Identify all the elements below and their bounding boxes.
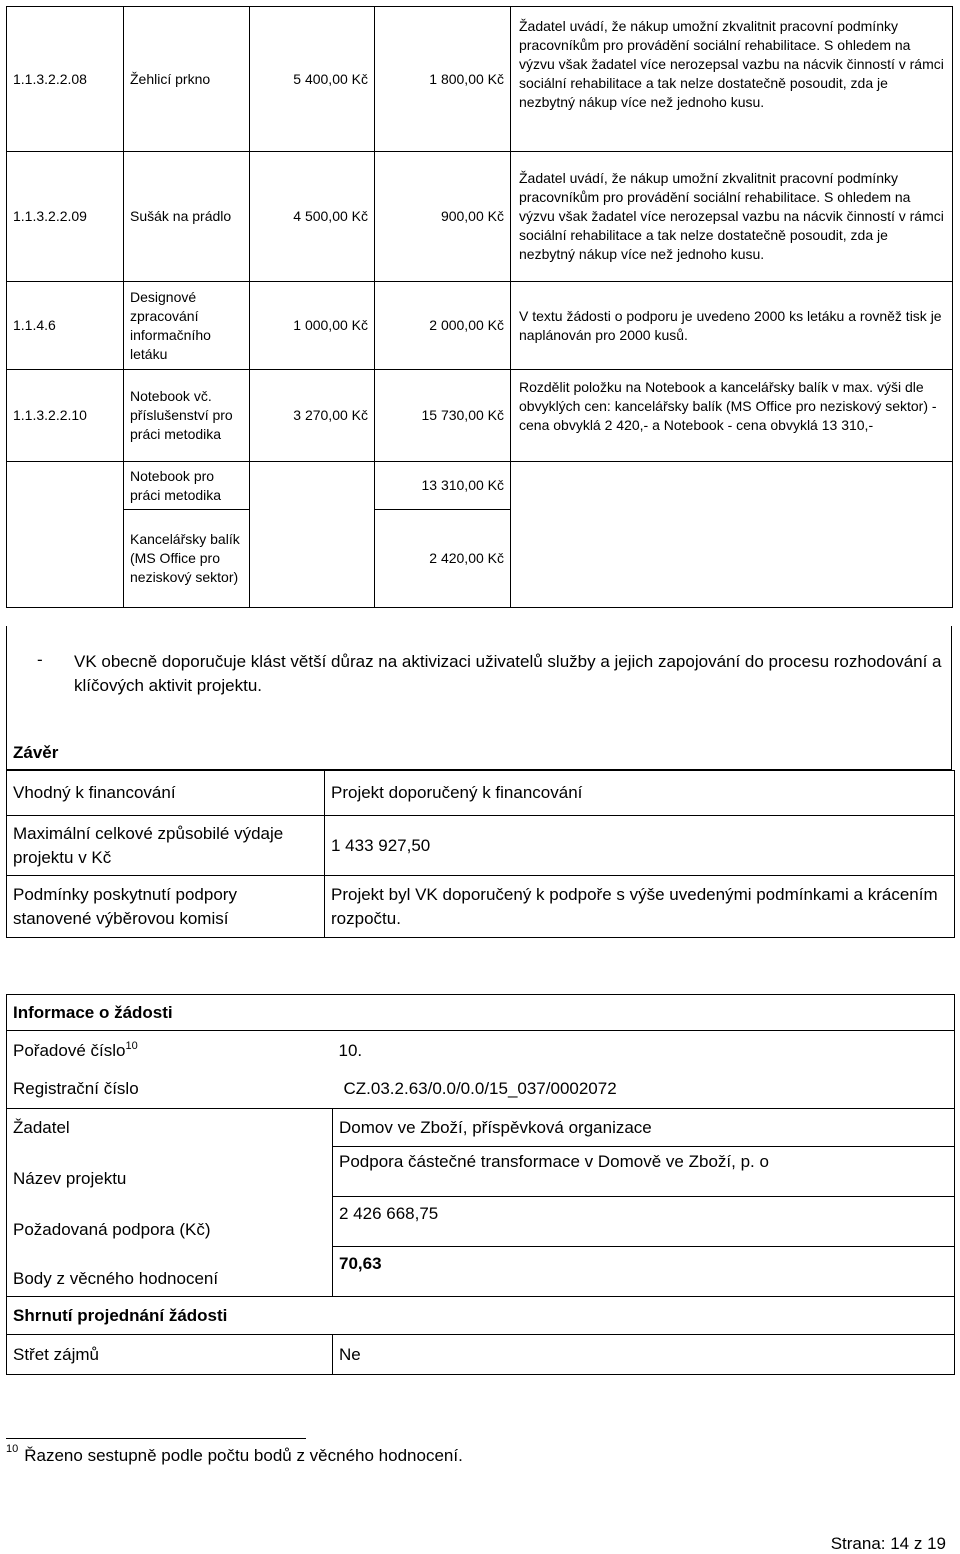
empty-cell	[7, 510, 124, 608]
applicant-label: Žadatel	[7, 1109, 333, 1147]
unit-price: 3 270,00 Kč	[250, 370, 375, 462]
footnote-separator	[6, 1438, 306, 1439]
unit-price: 4 500,00 Kč	[250, 152, 375, 282]
footnote-text: Řazeno sestupně podle počtu bodů z věcného hodnocení.	[24, 1446, 463, 1465]
budget-table	[6, 6, 953, 608]
sub-item-name: Kancelářsky balík (MS Office pro neziskový sektor)	[124, 510, 250, 608]
sub-item-total: 2 420,00 Kč	[375, 510, 511, 608]
unit-price: 5 400,00 Kč	[250, 7, 375, 152]
total-price: 1 800,00 Kč	[375, 7, 511, 152]
item-name: Designové zpracování informačního letáku	[124, 282, 250, 370]
table-row	[7, 995, 955, 1031]
empty-cell	[511, 510, 953, 608]
table-row	[7, 771, 955, 816]
conclusion-heading: Závěr	[13, 743, 59, 762]
conflict-label: Střet zájmů	[7, 1335, 333, 1375]
score-value: 70,63	[333, 1247, 955, 1297]
order-label: Pořadové číslo	[13, 1040, 126, 1060]
total-price: 2 000,00 Kč	[375, 282, 511, 370]
table-row	[7, 510, 953, 608]
empty-cell	[7, 462, 124, 510]
table-row	[7, 1297, 955, 1335]
conclusion-label: Podmínky poskytnutí podpory stanovené výběrovou komisí	[7, 876, 325, 938]
footnote-ref: 10	[125, 1039, 138, 1052]
conclusion-table	[6, 770, 955, 938]
table-row	[7, 1031, 955, 1071]
item-code: 1.1.3.2.2.09	[7, 152, 124, 282]
footnote-number: 10	[6, 1443, 19, 1455]
table-row	[7, 816, 955, 876]
conclusion-value: Projekt byl VK doporučený k podpoře s výše uvedenými podmínkami a krácením rozpočtu.	[325, 876, 955, 938]
empty-cell	[250, 462, 375, 510]
table-row	[7, 876, 955, 938]
bullet-dash: -	[37, 650, 43, 669]
item-code: 1.1.3.2.2.08	[7, 7, 124, 152]
table-row	[7, 1335, 955, 1375]
table-row	[7, 282, 953, 370]
footnote	[6, 1444, 463, 1468]
unit-price: 1 000,00 Kč	[250, 282, 375, 370]
project-label: Název projektu	[7, 1147, 333, 1197]
table-row	[7, 370, 953, 462]
table-row	[7, 1197, 955, 1247]
table-row	[7, 1071, 955, 1109]
conclusion-heading-box	[6, 730, 952, 770]
summary-heading: Shrnutí projednání žádosti	[7, 1297, 955, 1335]
reg-label: Registrační číslo	[7, 1071, 333, 1109]
score-label: Body z věcného hodnocení	[7, 1247, 333, 1297]
total-price: 900,00 Kč	[375, 152, 511, 282]
table-row	[7, 152, 953, 282]
item-code: 1.1.4.6	[7, 282, 124, 370]
empty-cell	[250, 510, 375, 608]
item-note: Žadatel uvádí, že nákup umožní zkvalitnit pracovní podmínky pracovníkům pro provádění sociální rehabilitace. S ohledem na výzvu však žadatel více nerozepsal vazbu na nácvik činností v rámci sociální rehabilitace a tak nelze dostatečně posoudit, zda je nezbytný nákup více než jednoho kusu.	[511, 7, 953, 152]
table-row	[7, 1147, 955, 1197]
item-name: Sušák na prádlo	[124, 152, 250, 282]
support-value: 2 426 668,75	[333, 1197, 955, 1247]
empty-cell	[511, 462, 953, 510]
vk-text: VK obecně doporučuje klást větší důraz na aktivizaci uživatelů služby a jejich zapojování do procesu rozhodování a klíčových aktivit projektu.	[74, 652, 942, 695]
conclusion-value: 1 433 927,50	[325, 816, 955, 876]
item-code: 1.1.3.2.2.10	[7, 370, 124, 462]
project-value: Podpora částečné transformace v Domově ve Zboží, p. o	[333, 1147, 955, 1197]
reg-value: CZ.03.2.63/0.0/0.0/15_037/0002072	[333, 1071, 955, 1109]
vk-recommendation	[6, 626, 952, 730]
item-note: V textu žádosti o podporu je uvedeno 2000 ks letáku a rovněž tisk je naplánován pro 2000 kusů.	[511, 282, 953, 370]
item-name: Notebook vč. příslušenství pro práci metodika	[124, 370, 250, 462]
conclusion-label: Vhodný k financování	[7, 771, 325, 816]
sub-item-name: Notebook pro práci metodika	[124, 462, 250, 510]
item-note: Žadatel uvádí, že nákup umožní zkvalitnit pracovní podmínky pracovníkům pro provádění sociální rehabilitace. S ohledem na výzvu však žadatel více nerozepsal vazbu na nácvik činností v rámci sociální rehabilitace a tak nelze dostatečně posoudit, zda je nezbytný nákup více než jednoho kusu.	[511, 152, 953, 282]
info-heading: Informace o žádosti	[7, 995, 955, 1031]
table-row	[7, 1109, 955, 1147]
conflict-value: Ne	[333, 1335, 955, 1375]
support-label: Požadovaná podpora (Kč)	[7, 1197, 333, 1247]
sub-item-total: 13 310,00 Kč	[375, 462, 511, 510]
applicant-value: Domov ve Zboží, příspěvková organizace	[333, 1109, 955, 1147]
order-value: 10.	[333, 1031, 955, 1071]
table-row	[7, 1247, 955, 1297]
item-name: Žehlicí prkno	[124, 7, 250, 152]
total-price: 15 730,00 Kč	[375, 370, 511, 462]
conclusion-value: Projekt doporučený k financování	[325, 771, 955, 816]
order-label-cell	[7, 1031, 333, 1071]
table-row	[7, 7, 953, 152]
conclusion-label: Maximální celkové způsobilé výdaje projektu v Kč	[7, 816, 325, 876]
table-row	[7, 462, 953, 510]
page-number: Strana: 14 z 19	[830, 1534, 946, 1553]
item-note: Rozdělit položku na Notebook a kancelářsky balík v max. výši dle obvyklých cen: kancelářsky balík (MS Office pro neziskový sektor) - cena obvyklá 2 420,- a Notebook - cena obvyklá 13 310,-	[511, 370, 953, 462]
application-info-table	[6, 994, 955, 1375]
